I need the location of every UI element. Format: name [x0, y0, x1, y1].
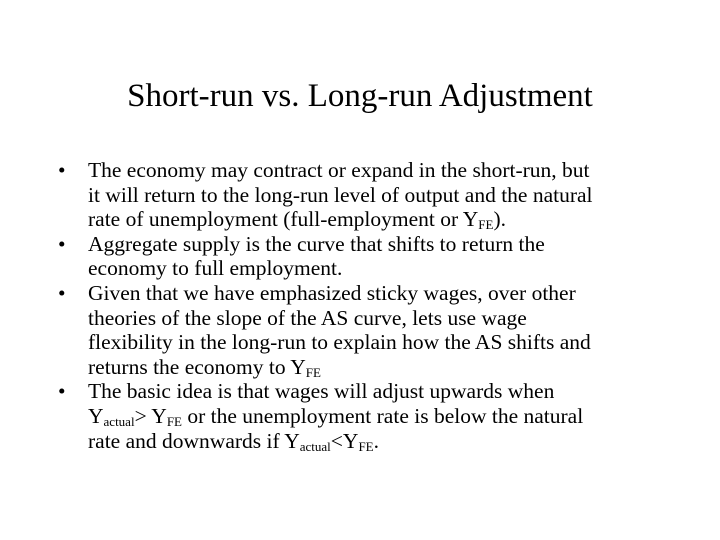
bullet-1-line-3-text: rate of unemployment (full-employment or Y	[88, 207, 479, 232]
subscript-fe: FE	[305, 364, 321, 380]
greater-than-y: > Y	[134, 403, 167, 428]
subscript-fe: FE	[166, 413, 182, 429]
subscript-actual: actual	[299, 438, 331, 454]
bullet-3-line-4-text: returns the economy to Y	[88, 354, 306, 379]
bullet-marker: •	[58, 280, 66, 305]
bullet-marker: •	[58, 379, 66, 404]
slide-title: Short-run vs. Long-run Adjustment	[127, 78, 593, 114]
bullet-item-2	[58, 232, 698, 281]
bullet-3-line-3: flexibility in the long-run to explain how the AS shifts and	[88, 330, 591, 355]
bullet-marker: •	[58, 231, 66, 256]
bullet-item-3	[58, 281, 698, 379]
subscript-fe: FE	[358, 438, 374, 454]
less-than-y: <Y	[330, 428, 359, 453]
bullet-3-line-1: Given that we have emphasized sticky wages, over other	[88, 280, 576, 305]
bullet-1-line-1: The economy may contract or expand in the short-run, but	[88, 158, 590, 182]
bullet-2-line-1: Aggregate supply is the curve that shifts to return the	[88, 231, 545, 256]
subscript-fe: FE	[478, 217, 494, 233]
subscript-actual: actual	[103, 413, 135, 429]
bullet-4-line-3	[88, 429, 698, 454]
bullet-item-1	[58, 158, 698, 232]
bullet-marker: •	[58, 158, 66, 182]
bullet-item-4	[58, 379, 698, 453]
bullet-4-line-2-end: or the unemployment rate is below the natural	[181, 403, 584, 428]
bullet-3-line-4	[88, 355, 698, 380]
bullet-list	[58, 158, 698, 453]
y-symbol: Y	[88, 403, 104, 428]
bullet-4-line-1: The basic idea is that wages will adjust upwards when	[88, 379, 555, 404]
bullet-1-line-3-end: ).	[493, 207, 506, 232]
bullet-4-line-3-text: rate and downwards if Y	[88, 428, 300, 453]
bullet-1-line-3	[88, 207, 698, 232]
bullet-2-line-2: economy to full employment.	[88, 256, 343, 281]
bullet-3-line-2: theories of the slope of the AS curve, lets use wage	[88, 305, 527, 330]
bullet-1-line-2: it will return to the long-run level of output and the natural	[88, 182, 593, 207]
bullet-4-line-2	[88, 404, 698, 429]
bullet-4-line-3-end: .	[373, 428, 379, 453]
